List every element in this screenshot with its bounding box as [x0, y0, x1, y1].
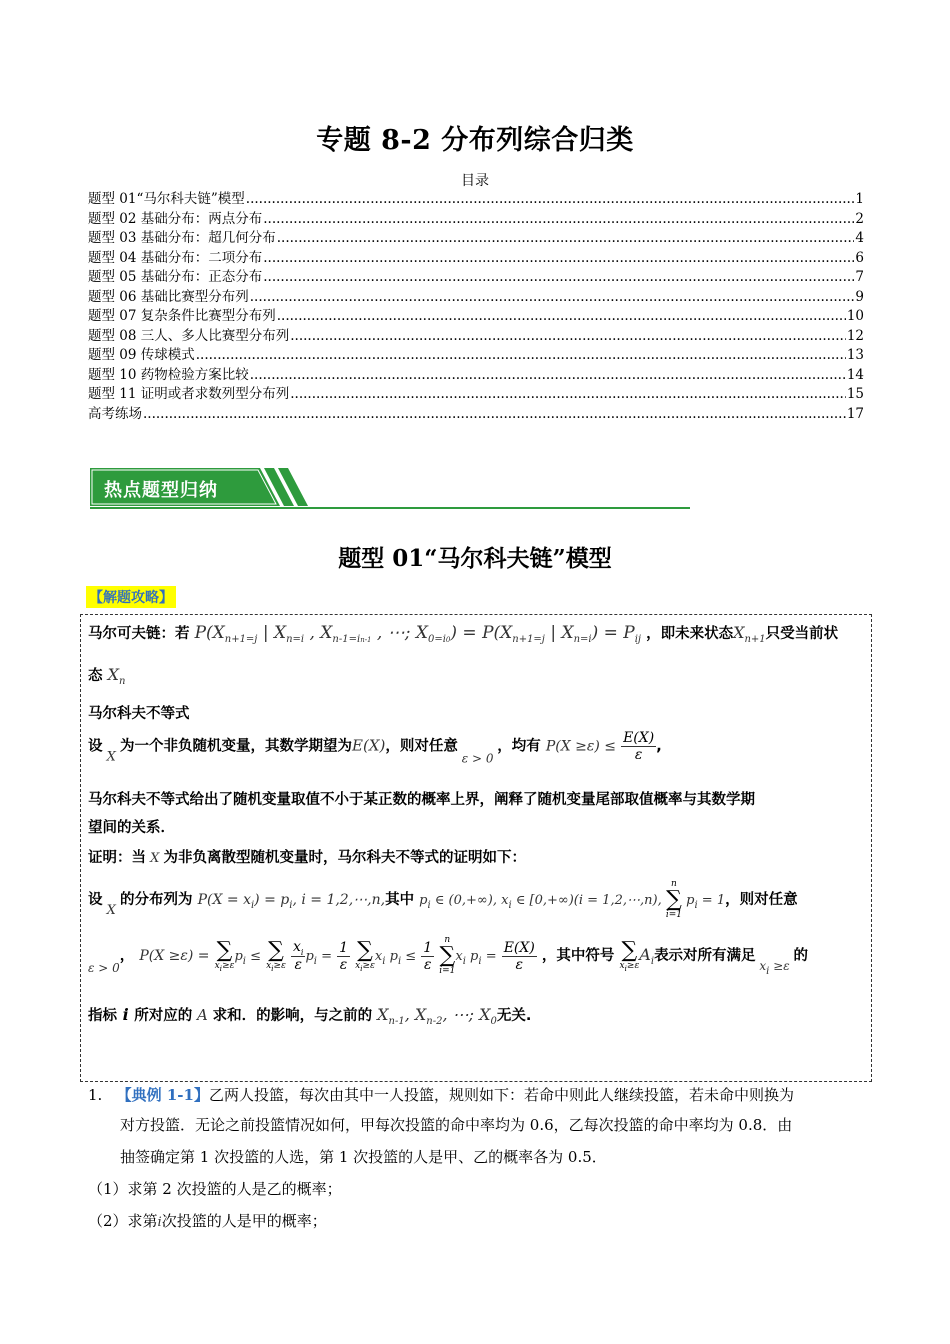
- banner-label: 热点题型归纳: [104, 480, 218, 501]
- problem-line-3: 抽签确定第 1 次投篮的人选，第 1 次投篮的人是甲、乙的概率各为 0.5．: [120, 1148, 607, 1166]
- toc-item[interactable]: 题型 10 药物检验方案比较 ..... 14: [88, 366, 864, 386]
- toc-item[interactable]: 题型 08 三人、多人比赛型分布列 ..... 12: [88, 327, 864, 347]
- toc-item[interactable]: 题型 01“马尔科夫链”模型 ..... 1: [88, 190, 864, 210]
- subheading-markov-inequality: 马尔科夫不等式: [88, 706, 190, 722]
- markov-chain-definition-cont: 态 $X_n$: [88, 665, 126, 687]
- toc-heading: 目录: [461, 173, 489, 189]
- toc-item[interactable]: 题型 11 证明或者求数列型分布列 ..... 15: [88, 385, 864, 405]
- problem-line-2: 对方投篮．无论之前投篮情况如何，甲每次投篮的命中率均为 0.6，乙每次投篮的命中率均为 0.8．由: [120, 1116, 793, 1134]
- problem-line-1: 1. 【典例 1-1】乙两人投篮，每次由其中一人投篮，规则如下：若命中则此人继续投篮，若未命中则换为: [88, 1086, 794, 1104]
- inequality-statement: 设 X 为一个非负随机变量，其数学期望为E(X)，则对任意 $_{\varepsilon > 0}$ ，均有 P(X ≥ε) ≤ $\frac{E(X)}{\varepsilon}$ ,: [88, 730, 662, 766]
- toc-item[interactable]: 高考练场 ..... 17: [88, 405, 864, 425]
- inequality-explanation-cont: 望间的关系．: [88, 820, 175, 836]
- proof-conclusion: 指标 i 所对应的 A 求和．的影响，与之前的 $X_{n-1}$, $X_{n-2}$, ⋯; $X_0$无关.: [88, 1005, 532, 1027]
- markov-chain-definition: 马尔可夫链：若 $P(X_{n+1=j}$ | $X_{n=i}$ , $X_{n-1=in-1}$ , ⋯; $X_{0=i0}) = P(X_{n+1=j}$ | $X_{n=i}) = P_{ij}$ ，即未来状态$X_{n+1}$只受当前状: [88, 623, 839, 645]
- strategy-tag: 【解题攻略】: [86, 586, 176, 608]
- proof-derivation: $_{\varepsilon > 0}$， P(X ≥ε) = ∑ $x_i\ge\varepsilon$ $p_i$ ≤ ∑ $x_i\ge\varepsilon$ $\frac{x_i}{\varepsilon}$ $p_i$ = $\frac{1}{\varepsilon}$ ∑ $x_i\ge\varepsilon$ $x_i$ $p_i$ ≤ $\frac{1}{\varepsilon}$ n ∑ i=1 $x_i$ $p_i$ = $\frac{E(X)}{\varepsilon}$ ，其中符号 ∑ $x_i\ge\varepsilon$ $A_i$表示对所有满足 $_{x_i \ge\varepsilon}$ 的: [88, 935, 808, 977]
- page-title: 专题 8-2 分布列综合归类: [316, 125, 634, 156]
- toc-item[interactable]: 题型 07 复杂条件比赛型分布列 ..... 10: [88, 307, 864, 327]
- toc-item[interactable]: 题型 09 传球模式 ..... 13: [88, 346, 864, 366]
- proof-intro: 证明：当 X 为非负离散型随机变量时，马尔科夫不等式的证明如下：: [88, 850, 527, 866]
- proof-distribution: 设 X 的分布列为 $P(X = x_i) = p_i$, i = 1,2,⋯,n,其中 $p_i$ ∈ (0,+∞), $x_i$ ∈ [0,+∞)(i = 1,2,⋯,n), n ∑ i=1 $p_i = 1$，则对任意: [88, 879, 798, 920]
- inequality-explanation: 马尔科夫不等式给出了随机变量取值不小于某正数的概率上界，阐释了随机变量尾部取值概率与其数学期: [88, 792, 755, 808]
- toc-item[interactable]: 题型 03 基础分布：超几何分布 ..... 4: [88, 229, 864, 249]
- section-title: 题型 01“马尔科夫链”模型: [338, 545, 612, 572]
- toc-item[interactable]: 题型 06 基础比赛型分布列 ..... 9: [88, 288, 864, 308]
- toc-item[interactable]: 题型 04 基础分布：二项分布 ..... 6: [88, 249, 864, 269]
- toc-item[interactable]: 题型 05 基础分布：正态分布 ..... 7: [88, 268, 864, 288]
- table-of-contents: [88, 190, 864, 424]
- toc-item[interactable]: 题型 02 基础分布：两点分布 ..... 2: [88, 210, 864, 230]
- question-1: （1）求第 2 次投篮的人是乙的概率；: [88, 1180, 342, 1198]
- question-2: （2）求第i次投篮的人是甲的概率；: [88, 1212, 327, 1230]
